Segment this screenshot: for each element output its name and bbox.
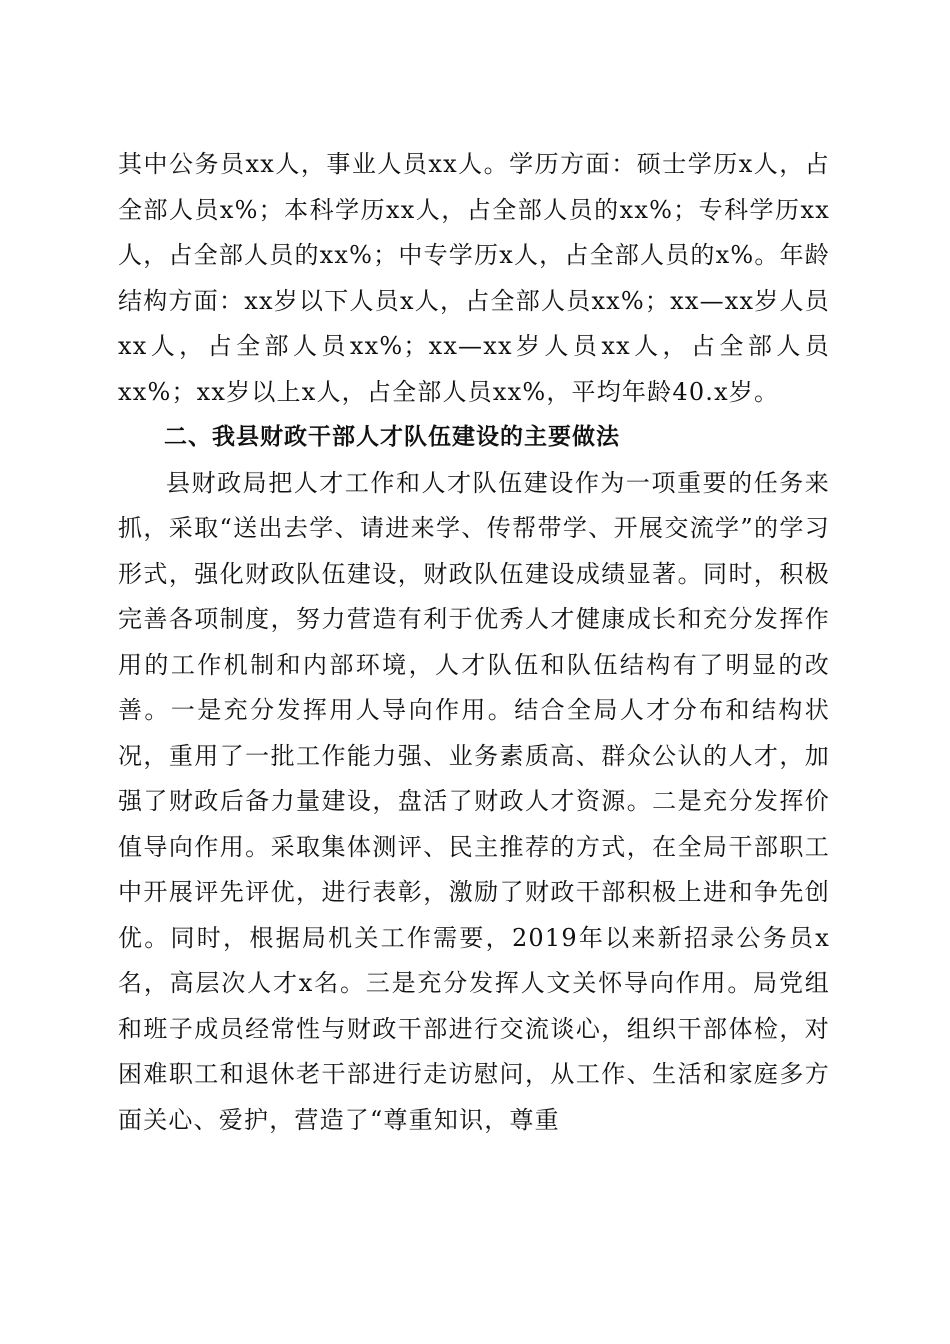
section-heading: 二、我县财政干部人才队伍建设的主要做法 — [164, 424, 620, 450]
document-body — [118, 142, 830, 1143]
paragraph-main-practices: 县财政局把人才工作和人才队伍建设作为一项重要的任务来抓，采取“送出去学、请进来学、传帮带学、开展交流学”的学习形式，强化财政队伍建设，财政队伍建设成绩显著。同时，积极完善各项制度，努力营造有利于优秀人才健康成长和充分发挥作用的工作机制和内部环境，人才队伍和队伍结构有了明显的改善。一是充分发挥用人导向作用。结合全局人才分布和结构状况，重用了一批工作能力强、业务素质高、群众公认的人才，加强了财政后备力量建设，盘活了财政人才资源。二是充分发挥价值导向作用。采取集体测评、民主推荐的方式，在全局干部职工中开展评先评优，进行表彰，激励了财政干部积极上进和争先创优。同时，根据局机关工作需要，2019年以来新招录公务员x名，高层次人才x名。三是充分发挥人文关怀导向作用。局党组和班子成员经常性与财政干部进行交流谈心，组织干部体检，对困难职工和退休老干部进行走访慰问，从工作、生活和家庭多方面关心、爱护，营造了“尊重知识，尊重 — [118, 468, 830, 1134]
paragraph-staff-statistics: 其中公务员xx人，事业人员xx人。学历方面：硕士学历x人，占全部人员x%；本科学历xx人，占全部人员的xx%；专科学历xx人，占全部人员的xx%；中专学历x人，占全部人员的x%。年龄结构方面：xx岁以下人员x人，占全部人员xx%；xx—xx岁人员xx人，占全部人员xx%；xx—xx岁人员xx人，占全部人员xx%；xx岁以上x人，占全部人员xx%，平均年龄40.x岁。 — [118, 150, 830, 406]
